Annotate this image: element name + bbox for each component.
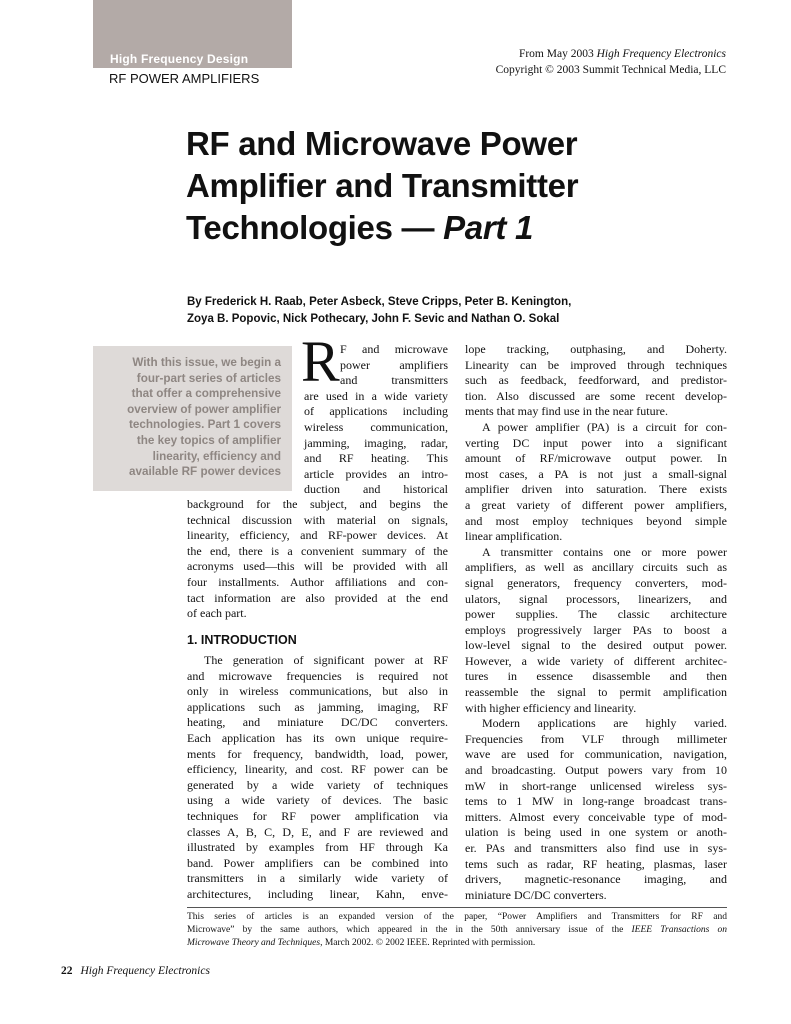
text-line: are used in a wide variety — [304, 388, 448, 403]
footnote — [187, 911, 727, 950]
text-line: miniature DC/DC converters. — [465, 887, 607, 902]
text-line: four installments. Author affiliations and con- — [187, 574, 448, 589]
text-line: ments that may find use in the near future. — [465, 404, 668, 419]
author-line-2: Zoya B. Popovic, Nick Pothecary, John F. Sevic and Nathan O. Sokal — [187, 313, 560, 325]
text-line: However, a wide variety of different architec- — [465, 653, 727, 668]
text-line: only in wireless communications, but also in — [187, 684, 448, 699]
drop-cap: R — [301, 329, 340, 394]
text-line: and broadcasting. Output powers vary from 10 — [465, 763, 727, 778]
article-title — [186, 123, 706, 249]
text-line: acronyms used—this will be provided with all — [187, 559, 448, 574]
text-line: linearity, efficiency, and RF-power devices. At — [187, 528, 448, 543]
text-line: Linearity can be improved through techniques — [465, 357, 727, 372]
text-line: using a wide variety of devices. The basic — [187, 793, 448, 808]
pull-quote-line: technologies. Part 1 covers — [129, 418, 281, 432]
source-note — [496, 46, 726, 78]
footnote-line-3: Microwave Theory and Techniques, March 2002. © 2002 IEEE. Reprinted with permission. — [187, 938, 536, 948]
text-line: classes A, B, C, D, E, and F are reviewed and — [187, 824, 448, 839]
text-line: linear amplification. — [465, 529, 563, 544]
pull-quote-line: available RF power devices — [128, 465, 281, 479]
text-line: and RF heating. This — [304, 451, 448, 466]
author-line-1: By Frederick H. Raab, Peter Asbeck, Steve Cripps, Peter B. Kenington, — [187, 296, 572, 308]
text-line: tion. Also discussed are some recent develop- — [465, 388, 727, 403]
pull-quote-line: four-part series of articles — [136, 371, 281, 385]
text-line: Each application has its own unique require- — [187, 730, 448, 745]
text-line: power amplifiers — [340, 357, 448, 372]
text-line: with higher efficiency and linearity. — [465, 700, 637, 715]
page-number: 22 — [61, 965, 73, 977]
source-line-1: From May 2003 High Frequency Electronics — [518, 48, 726, 60]
text-line: low-level signal to the desired output power. — [465, 638, 727, 653]
pull-quote-line: With this issue, we begin a — [132, 356, 281, 369]
text-line: heating, and miniature DC/DC converters. — [187, 715, 448, 730]
text-line: drivers, magnetic-resonance imaging, and — [465, 872, 727, 887]
text-line: The generation of significant power at RF — [204, 653, 448, 667]
text-line: signal generators, frequency converters, mod- — [465, 575, 727, 590]
pull-quote-line: overview of power amplifier — [127, 402, 281, 416]
author-byline — [187, 294, 727, 328]
text-line: ulators, signal processors, linearizers, and — [465, 591, 727, 606]
footnote-divider — [187, 907, 727, 908]
header-brand: High Frequency Design — [110, 52, 249, 66]
text-line: and microwave frequencies is required not — [187, 668, 448, 683]
page-footer — [61, 965, 210, 977]
text-line: wave are used for communication, navigation, — [465, 747, 727, 762]
text-line: efficiency, linearity, and cost. RF power can be — [187, 762, 448, 777]
pull-quote — [93, 346, 292, 491]
title-line-2: Amplifier and Transmitter — [186, 167, 579, 204]
source-line-2: Copyright © 2003 Summit Technical Media, LLC — [495, 64, 726, 76]
text-line: mitters. Almost every conceivable type of mod- — [465, 809, 727, 824]
text-line: background for the subject, and begins the — [187, 497, 448, 511]
text-line: A transmitter contains one or more power — [482, 544, 727, 559]
text-line: lope tracking, outphasing, and Doherty. — [465, 342, 727, 356]
text-line: the end, there is a convenient summary of the — [187, 543, 448, 558]
text-line: power supplies. The classic architecture — [465, 607, 727, 622]
text-line: F and microwave — [340, 342, 448, 356]
text-line: such as feedback, feedforward, and predistor- — [465, 373, 727, 388]
text-line: and most employ techniques beyond simple — [465, 513, 727, 528]
text-line: A power amplifier (PA) is a circuit for con- — [482, 419, 727, 434]
text-line: a great variety of different power amplifiers, — [465, 497, 727, 512]
introduction-column-1 — [187, 653, 448, 903]
column-2 — [465, 342, 727, 903]
text-line: architectures, including linear, Kahn, enve- — [187, 886, 448, 901]
text-line: er. PAs and transmitters also find use in sys- — [465, 841, 727, 855]
title-part: Part 1 — [443, 209, 534, 246]
text-line: of applications including — [304, 404, 448, 419]
intro-beside-dropcap — [304, 342, 448, 498]
text-line: wireless communication, — [304, 419, 448, 434]
text-line: jamming, imaging, radar, — [304, 435, 448, 450]
text-line: tems to 1 MW in long-range broadcast trans- — [465, 794, 727, 809]
text-line: tact information are also provided at the end — [187, 590, 448, 605]
pull-quote-line: the key topics of amplifier — [136, 433, 281, 447]
text-line: tures in essence disassemble and then — [465, 669, 727, 684]
text-line: ments for frequency, bandwidth, load, power, — [187, 746, 448, 761]
footnote-line-1: This series of articles is an expanded version of the paper, “Power Amplifiers and Transmitters for RF and — [187, 912, 727, 922]
section-heading-introduction: 1. INTRODUCTION — [187, 633, 297, 647]
pull-quote-line: linearity, efficiency and — [152, 449, 281, 463]
text-line: generated by a wide variety of techniques — [187, 777, 448, 792]
text-line: illustrated by examples from HF through Ka — [187, 840, 448, 855]
text-line: mW in short-range unlicensed wireless sys- — [465, 778, 727, 793]
header-section-label: RF POWER AMPLIFIERS — [109, 71, 260, 86]
text-line: amount of RF/microwave output power. In — [465, 451, 727, 466]
footer-publication: High Frequency Electronics — [80, 965, 210, 977]
text-line: and transmitters — [340, 373, 448, 388]
source-journal: High Frequency Electronics — [596, 48, 726, 60]
footnote-line-2: Microwave” by the same authors, which appeared in the in the 50th anniversary issue of the IEEE Transactions on — [187, 925, 728, 935]
text-line: reassemble the signal to permit amplification — [465, 685, 727, 700]
text-line: ulation is being used in one system or anoth- — [465, 825, 727, 840]
text-line: most cases, a PA is not just a small-signal — [465, 466, 727, 481]
pull-quote-line: that offer a comprehensive — [131, 387, 281, 401]
text-line: article provides an intro- — [304, 466, 448, 481]
text-line: tems such as radar, RF heating, plasmas, laser — [465, 856, 727, 871]
text-line: techniques for RF power amplification via — [187, 808, 448, 823]
text-line: Frequencies from VLF through millimeter — [465, 731, 727, 746]
text-line: amplifier driven into saturation. There exists — [465, 482, 727, 497]
text-line: of each part. — [187, 606, 247, 621]
intro-continued — [187, 497, 448, 622]
title-line-3: Technologies — Part 1 — [186, 209, 534, 246]
text-line: applications such as jamming, imaging, RF — [187, 699, 448, 714]
text-line: verting DC input power into a significant — [465, 435, 727, 450]
text-line: transmitters in a similarly wide variety of — [187, 871, 448, 886]
text-line: technical discussion with material on signals, — [187, 512, 448, 527]
text-line: Modern applications are highly varied. — [482, 716, 727, 731]
title-line-1: RF and Microwave Power — [186, 125, 578, 162]
text-line: employs progressively larger PAs to boost a — [465, 622, 727, 637]
text-line: amplifiers, as well as ancillary circuits such as — [465, 560, 727, 575]
text-line: band. Power amplifiers can be combined into — [187, 855, 448, 870]
text-line: duction and historical — [304, 482, 448, 497]
